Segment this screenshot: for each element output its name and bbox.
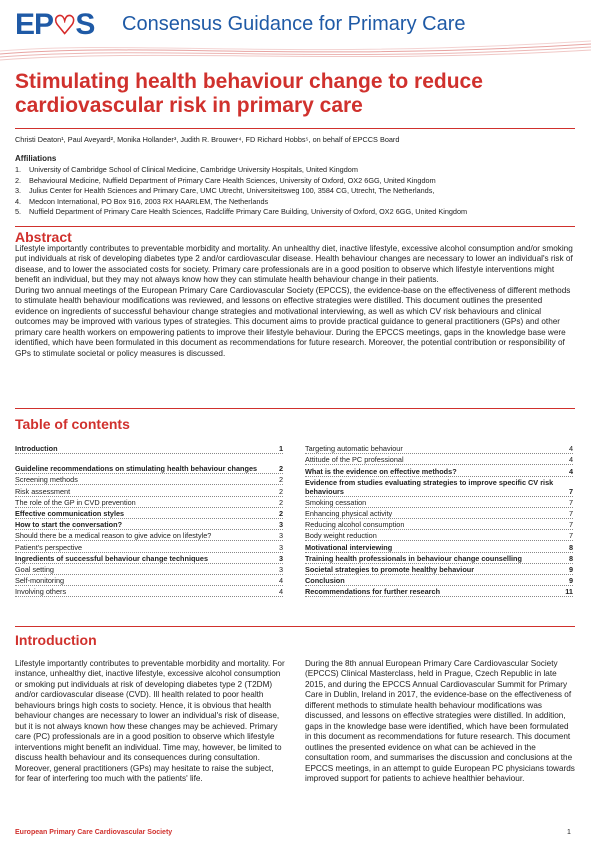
toc-entry-title: Risk assessment	[15, 486, 71, 496]
introduction-column-1: Lifestyle importantly contributes to preventable morbidity and mortality. For instance, unhealthy diet, inactive lifestyle, excessive alcohol consumption or smoking put individuals at risk of developing diabetes type 2 (T2DM) and/or cardiovascular disease (CVD). Ill health related to poor health behaviours brings high costs to society. Hence, it is obvious that health behaviour changes are necessary to lower an individual's risk of disease, but it is not always known how these changes may be achieved. Primary care (PC) professionals are in a good position to observe which lifestyle interventions might benefit an individual. Time may, however, be limited to discuss health behaviour and its consequences during consultation. Moreover, general practitioners (GPs) may hesitate to raise the subject, for fear of interfering too much with the patients' life.	[15, 659, 285, 783]
toc-entry-title: What is the evidence on effective methods?	[305, 466, 457, 476]
toc-entry[interactable]	[305, 476, 573, 496]
affiliation-text: Nuffield Department of Primary Care Health Sciences, Radcliffe Primary Care Building, University of Oxford, OX2 6GG, United Kingdom	[29, 207, 468, 217]
toc-entry-page: 8	[568, 553, 573, 563]
toc-entry[interactable]	[305, 518, 573, 529]
toc-entry[interactable]	[15, 442, 283, 453]
toc-entry-page: 2	[278, 475, 283, 485]
page-header	[0, 0, 591, 62]
introduction-column-2: During the 8th annual European Primary Care Cardiovascular Society (EPCCS) Clinical Masterclass, held in Prague, Czech Republic in late 2015, and during the EPCCS Annual Cardiovascular Summit for Primary Care in Dublin, Ireland in 2017, the evidence-base on the effectiveness of different methods to stimulate health behaviour modifications was discussed, and lessons on effective strategies were distilled. In addition, gaps in the knowledge base were identified, which have been formulated in this document as recommendations for future research. This document outlines the presented evidence on what can be achieved in the consultation room, and summarises the discussion and conclusions at the EPCCS meetings, in an attempt to guide European PC physicians towards improved support for patients to achieve healthier behaviour.	[305, 659, 575, 783]
abstract-heading: Abstract	[15, 229, 72, 245]
toc-entry-title: Goal setting	[15, 564, 54, 574]
toc-entry[interactable]	[15, 518, 283, 529]
toc-heading: Table of contents	[15, 416, 130, 432]
toc-entry[interactable]	[305, 507, 573, 518]
toc-entry-title: Introduction	[15, 444, 58, 454]
toc-entry-page: 2	[278, 508, 283, 518]
toc-right-column	[305, 442, 573, 596]
toc-entry-page: 7	[568, 520, 573, 530]
toc-entry-page: 11	[565, 587, 573, 597]
toc-entry-page: 7	[568, 508, 573, 518]
affiliations-list	[15, 165, 467, 218]
toc-entry[interactable]	[305, 453, 573, 464]
toc-entry-page: 4	[278, 587, 283, 597]
toc-entry-page: 9	[568, 576, 573, 586]
toc-entry-title: Conclusion	[305, 576, 345, 586]
toc-entry-title: Enhancing physical activity	[305, 508, 393, 518]
toc-entry-title: Body weight reduction	[305, 531, 377, 541]
toc-entry-title: Motivational interviewing	[305, 542, 393, 552]
toc-entry-title: Societal strategies to promote healthy behaviour	[305, 564, 475, 574]
toc-entry-title: Effective communication styles	[15, 508, 125, 518]
toc-entry[interactable]	[15, 507, 283, 518]
toc-entry[interactable]	[305, 585, 573, 596]
toc-entry-page: 3	[278, 520, 283, 530]
affiliation-number: 5.	[15, 207, 22, 217]
toc-entry-page: 9	[568, 564, 573, 574]
toc-entry[interactable]	[305, 552, 573, 563]
toc-entry-title: How to start the conversation?	[15, 520, 123, 530]
toc-entry[interactable]	[15, 585, 283, 596]
toc-entry-title: The role of the GP in CVD prevention	[15, 497, 136, 507]
toc-entry-page: 4	[278, 576, 283, 586]
toc-entry[interactable]	[15, 484, 283, 495]
affiliation-number: 1.	[15, 165, 22, 174]
toc-entry[interactable]	[305, 442, 573, 453]
introduction-heading: Introduction	[15, 632, 97, 648]
page-number: 1	[567, 829, 571, 836]
abstract-paragraph: Lifestyle importantly contributes to preventable morbidity and mortality. An unhealthy diet, inactive lifestyle, excessive alcohol consumption and/or smoking put individuals at risk of developing diabetes type 2 and/or cardiovascular disease. Health behaviour changes are necessary to lower an individual's risk of disease, and to lower the associated costs for society. Primary care professionals are in a good position to observe which lifestyle interventions might benefit an individual, but they may not always know how they can stimulate health behaviour change in their patients.	[15, 244, 573, 285]
toc-entry-title: Ingredients of successful behaviour change techniques	[15, 553, 209, 563]
affiliation-item	[15, 186, 467, 197]
toc-entry-page: 4	[568, 444, 573, 454]
toc-entry[interactable]	[15, 453, 283, 473]
toc-entry-title: Smoking cessation	[305, 497, 367, 507]
toc-entry[interactable]	[305, 464, 573, 475]
toc-entry-page: 1	[278, 444, 283, 454]
toc-entry[interactable]	[15, 496, 283, 507]
toc-left-column	[15, 442, 283, 596]
affiliation-text: Behavioural Medicine, Nuffield Department of Primary Care Health Sciences, University of Oxford, OX2 6GG, United Kingdom	[29, 175, 436, 185]
toc-entry-page: 7	[568, 531, 573, 541]
intro-divider	[15, 626, 575, 627]
toc-entry-title: Training health professionals in behaviour change counselling	[305, 553, 522, 563]
toc-entry[interactable]	[15, 563, 283, 574]
abstract-body	[15, 244, 577, 359]
toc-entry-page: 7	[568, 497, 573, 507]
authors: Christi Deaton¹, Paul Aveyard², Monika Hollander³, Judith R. Brouwer⁴, FD Richard Hobbs⁵, on behalf of EPCCS Board	[15, 135, 400, 144]
toc-entry-page: 7	[568, 486, 573, 496]
toc-entry-page: 8	[568, 542, 573, 552]
toc-entry-title: Self-monitoring	[15, 576, 65, 586]
toc-entry[interactable]	[15, 574, 283, 585]
toc-entry-page: 4	[568, 455, 573, 465]
affiliation-text: University of Cambridge School of Clinical Medicine, Cambridge University Hospitals, United Kingdom	[29, 165, 358, 174]
toc-divider	[15, 408, 575, 409]
toc-entry[interactable]	[305, 496, 573, 507]
toc-entry-page: 3	[278, 531, 283, 541]
epccs-logo: EP♡S	[15, 8, 95, 41]
toc-entry-page: 3	[278, 564, 283, 574]
toc-entry[interactable]	[305, 529, 573, 540]
toc-entry-page: 4	[568, 466, 573, 476]
affiliation-number: 4.	[15, 196, 22, 206]
toc-entry[interactable]	[15, 540, 283, 551]
toc-entry-page: 2	[278, 464, 283, 474]
toc-entry-title: Evidence from studies evaluating strategies to improve specific CV risk behaviours	[305, 477, 554, 496]
toc-entry[interactable]	[305, 574, 573, 585]
affiliation-item	[15, 197, 467, 208]
affiliation-item	[15, 165, 467, 176]
affiliation-text: Medcon International, PO Box 916, 2003 RX HAARLEM, The Netherlands	[29, 196, 269, 206]
toc-entry-page: 3	[278, 553, 283, 563]
toc-entry-title: Patient's perspective	[15, 542, 83, 552]
toc-entry[interactable]	[305, 563, 573, 574]
footer-society: European Primary Care Cardiovascular Society	[15, 829, 173, 836]
toc-entry-title: Reducing alcohol consumption	[305, 520, 405, 530]
toc-entry-page: 3	[278, 542, 283, 552]
affiliation-item	[15, 176, 467, 187]
affiliation-item	[15, 207, 467, 218]
affiliation-number: 3.	[15, 186, 22, 196]
toc-entry[interactable]	[15, 552, 283, 563]
article-title: Stimulating health behaviour change to reduce cardiovascular risk in primary care	[15, 70, 483, 117]
toc-entry-title: Attitude of the PC professional	[305, 455, 404, 465]
toc-entry[interactable]	[305, 540, 573, 551]
title-divider	[15, 128, 575, 129]
toc-entry-page: 2	[278, 497, 283, 507]
toc-entry-page: 2	[278, 486, 283, 496]
affiliations-heading: Affiliations	[15, 154, 57, 163]
abstract-paragraph: During two annual meetings of the European Primary Care Cardiovascular Society (EPCCS), the evidence-base on the effectiveness of different methods to stimulate health behaviour modifications was reviewed, and lessons on effective strategies were distilled. This document outlines the presented evidence on ingredients of successful behaviour change strategies and motivational interviewing, as well as which CV risk behaviours and clinical outcomes may be improved with various types of strategies. This document aims to provide practical guidance to general practitioners (GPs) and other primary care health workers on empowering patients to improve their lifestyle behaviour. During the EPCCS meetings, gaps in the knowledge base were identified, which have been formulated in this document as recommendations for future research. Moreover, the potential contribution or responsibility of GPs to stimulate societal or policy measures is discussed.	[15, 285, 571, 358]
abstract-divider	[15, 226, 575, 227]
toc-entry-title: Should there be a medical reason to give advice on lifestyle?	[15, 531, 212, 541]
decorative-waves	[0, 36, 591, 62]
guidance-title: Consensus Guidance for Primary Care	[122, 13, 466, 35]
toc-entry[interactable]	[15, 473, 283, 484]
toc-entry-title: Guideline recommendations on stimulating health behaviour changes	[15, 464, 258, 474]
affiliation-number: 2.	[15, 175, 22, 185]
toc-entry-title: Targeting automatic behaviour	[305, 444, 403, 454]
toc-entry-title: Involving others	[15, 587, 67, 597]
toc-entry-title: Screening methods	[15, 475, 78, 485]
toc-entry[interactable]	[15, 529, 283, 540]
toc-entry-title: Recommendations for further research	[305, 587, 441, 597]
affiliation-text: Julius Center for Health Sciences and Primary Care, UMC Utrecht, Universiteitsweg 100, 3584 CG, Utrecht, The Netherlands,	[29, 186, 435, 196]
